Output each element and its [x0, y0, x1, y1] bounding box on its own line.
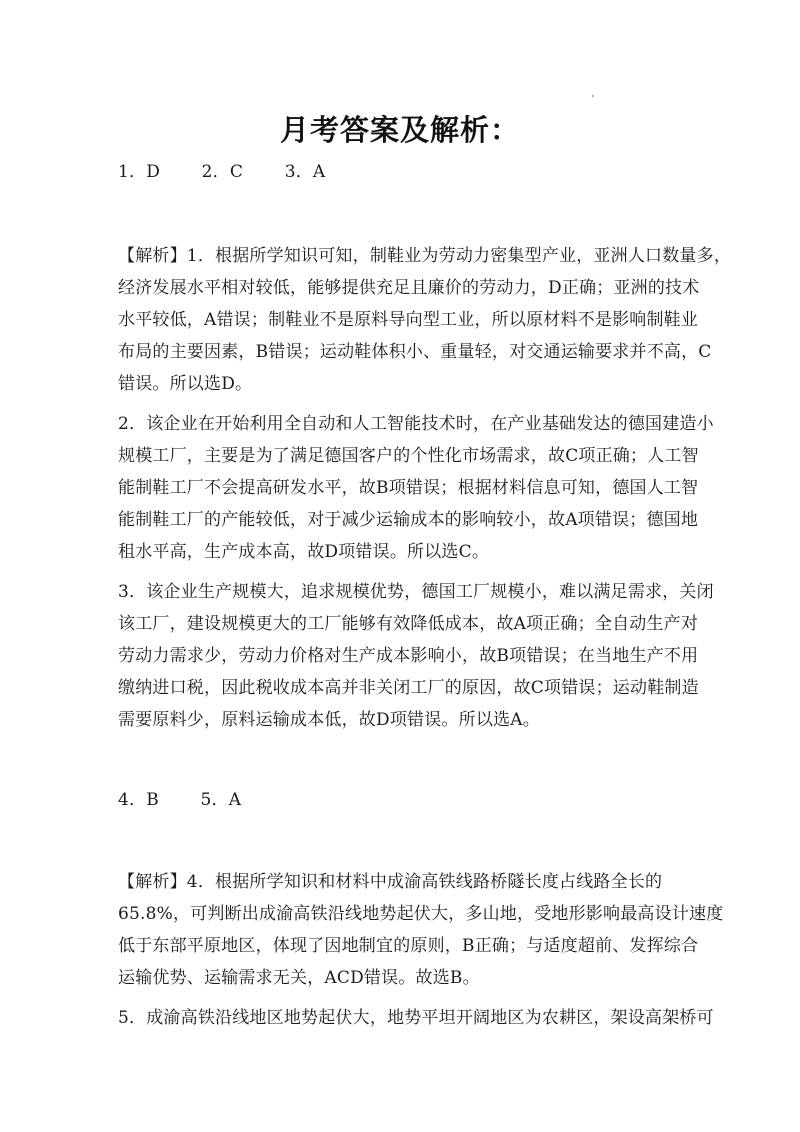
explanation-line: 运输优势、运输需求无关，ACD错误。故选B。 — [118, 968, 480, 988]
explanation-line: 布局的主要因素，B错误；运动鞋体积小、重量轻，对交通运输要求并不高，C — [118, 342, 712, 362]
explanation-line: 2．该企业在开始利用全自动和人工智能技术时，在产业基础发达的德国建造小 — [118, 414, 714, 434]
explanation-line: 低于东部平原地区，体现了因地制宜的原则，B正确；与适度超前、发挥综合 — [118, 936, 699, 956]
explanation-line: 劳动力需求少，劳动力价格对生产成本影响小，故B项错误；在当地生产不用 — [118, 646, 699, 666]
explanation-line: 需要原料少，原料运输成本低，故D项错误。所以选A。 — [118, 710, 540, 730]
answer-2: 2．C — [201, 162, 244, 182]
explanation-line: 【解析】4．根据所学知识和材料中成渝高铁线路桥隧长度占线路全长的 — [118, 872, 663, 892]
explanation-line: 错误。所以选D。 — [118, 374, 253, 394]
answer-3: 3．A — [284, 162, 326, 182]
explanation-line: 水平较低，A错误；制鞋业不是原料导向型工业，所以原材料不是影响制鞋业 — [118, 310, 699, 330]
answer-4: 4．B — [118, 790, 159, 810]
explanation-line: 能制鞋工厂的产能较低，对于减少运输成本的影响较小，故A项错误；德国地 — [118, 510, 699, 530]
explanation-line: 3．该企业生产规模大，追求规模优势，德国工厂规模小，难以满足需求，关闭 — [118, 582, 714, 602]
explanation-line: 能制鞋工厂不会提高研发水平，故B项错误；根据材料信息可知，德国人工智 — [118, 478, 699, 498]
explanation-line: 租水平高，生产成本高，故D项错误。所以选C。 — [118, 542, 490, 562]
explanation-line: 65.8%，可判断出成渝高铁沿线地势起伏大，多山地，受地形影响最高设计速度 — [118, 904, 724, 924]
answer-row-1 — [118, 160, 361, 184]
explanation-line: 缴纳进口税，因此税收成本高并非关闭工厂的原因，故C项错误；运动鞋制造 — [118, 678, 699, 698]
explanation-line: 经济发展水平相对较低，能够提供充足且廉价的劳动力，D正确；亚洲的技术 — [118, 278, 700, 298]
answer-1: 1．D — [118, 162, 161, 182]
scan-speck — [592, 95, 594, 97]
explanation-line: 规模工厂，主要是为了满足德国客户的个性化市场需求，故C项正确；人工智 — [118, 446, 699, 466]
explanation-line: 5．成渝高铁沿线地区地势起伏大，地势平坦开阔地区为农耕区，架设高架桥可 — [118, 1008, 714, 1028]
answer-row-2 — [118, 788, 277, 812]
explanation-line: 【解析】1．根据所学知识可知，制鞋业为劳动力密集型产业，亚洲人口数量多， — [118, 246, 732, 266]
explanation-line: 该工厂，建设规模更大的工厂能够有效降低成本，故A项正确；全自动生产对 — [118, 614, 699, 634]
page-title: 月考答案及解析： — [279, 113, 520, 147]
answer-5: 5．A — [200, 790, 242, 810]
